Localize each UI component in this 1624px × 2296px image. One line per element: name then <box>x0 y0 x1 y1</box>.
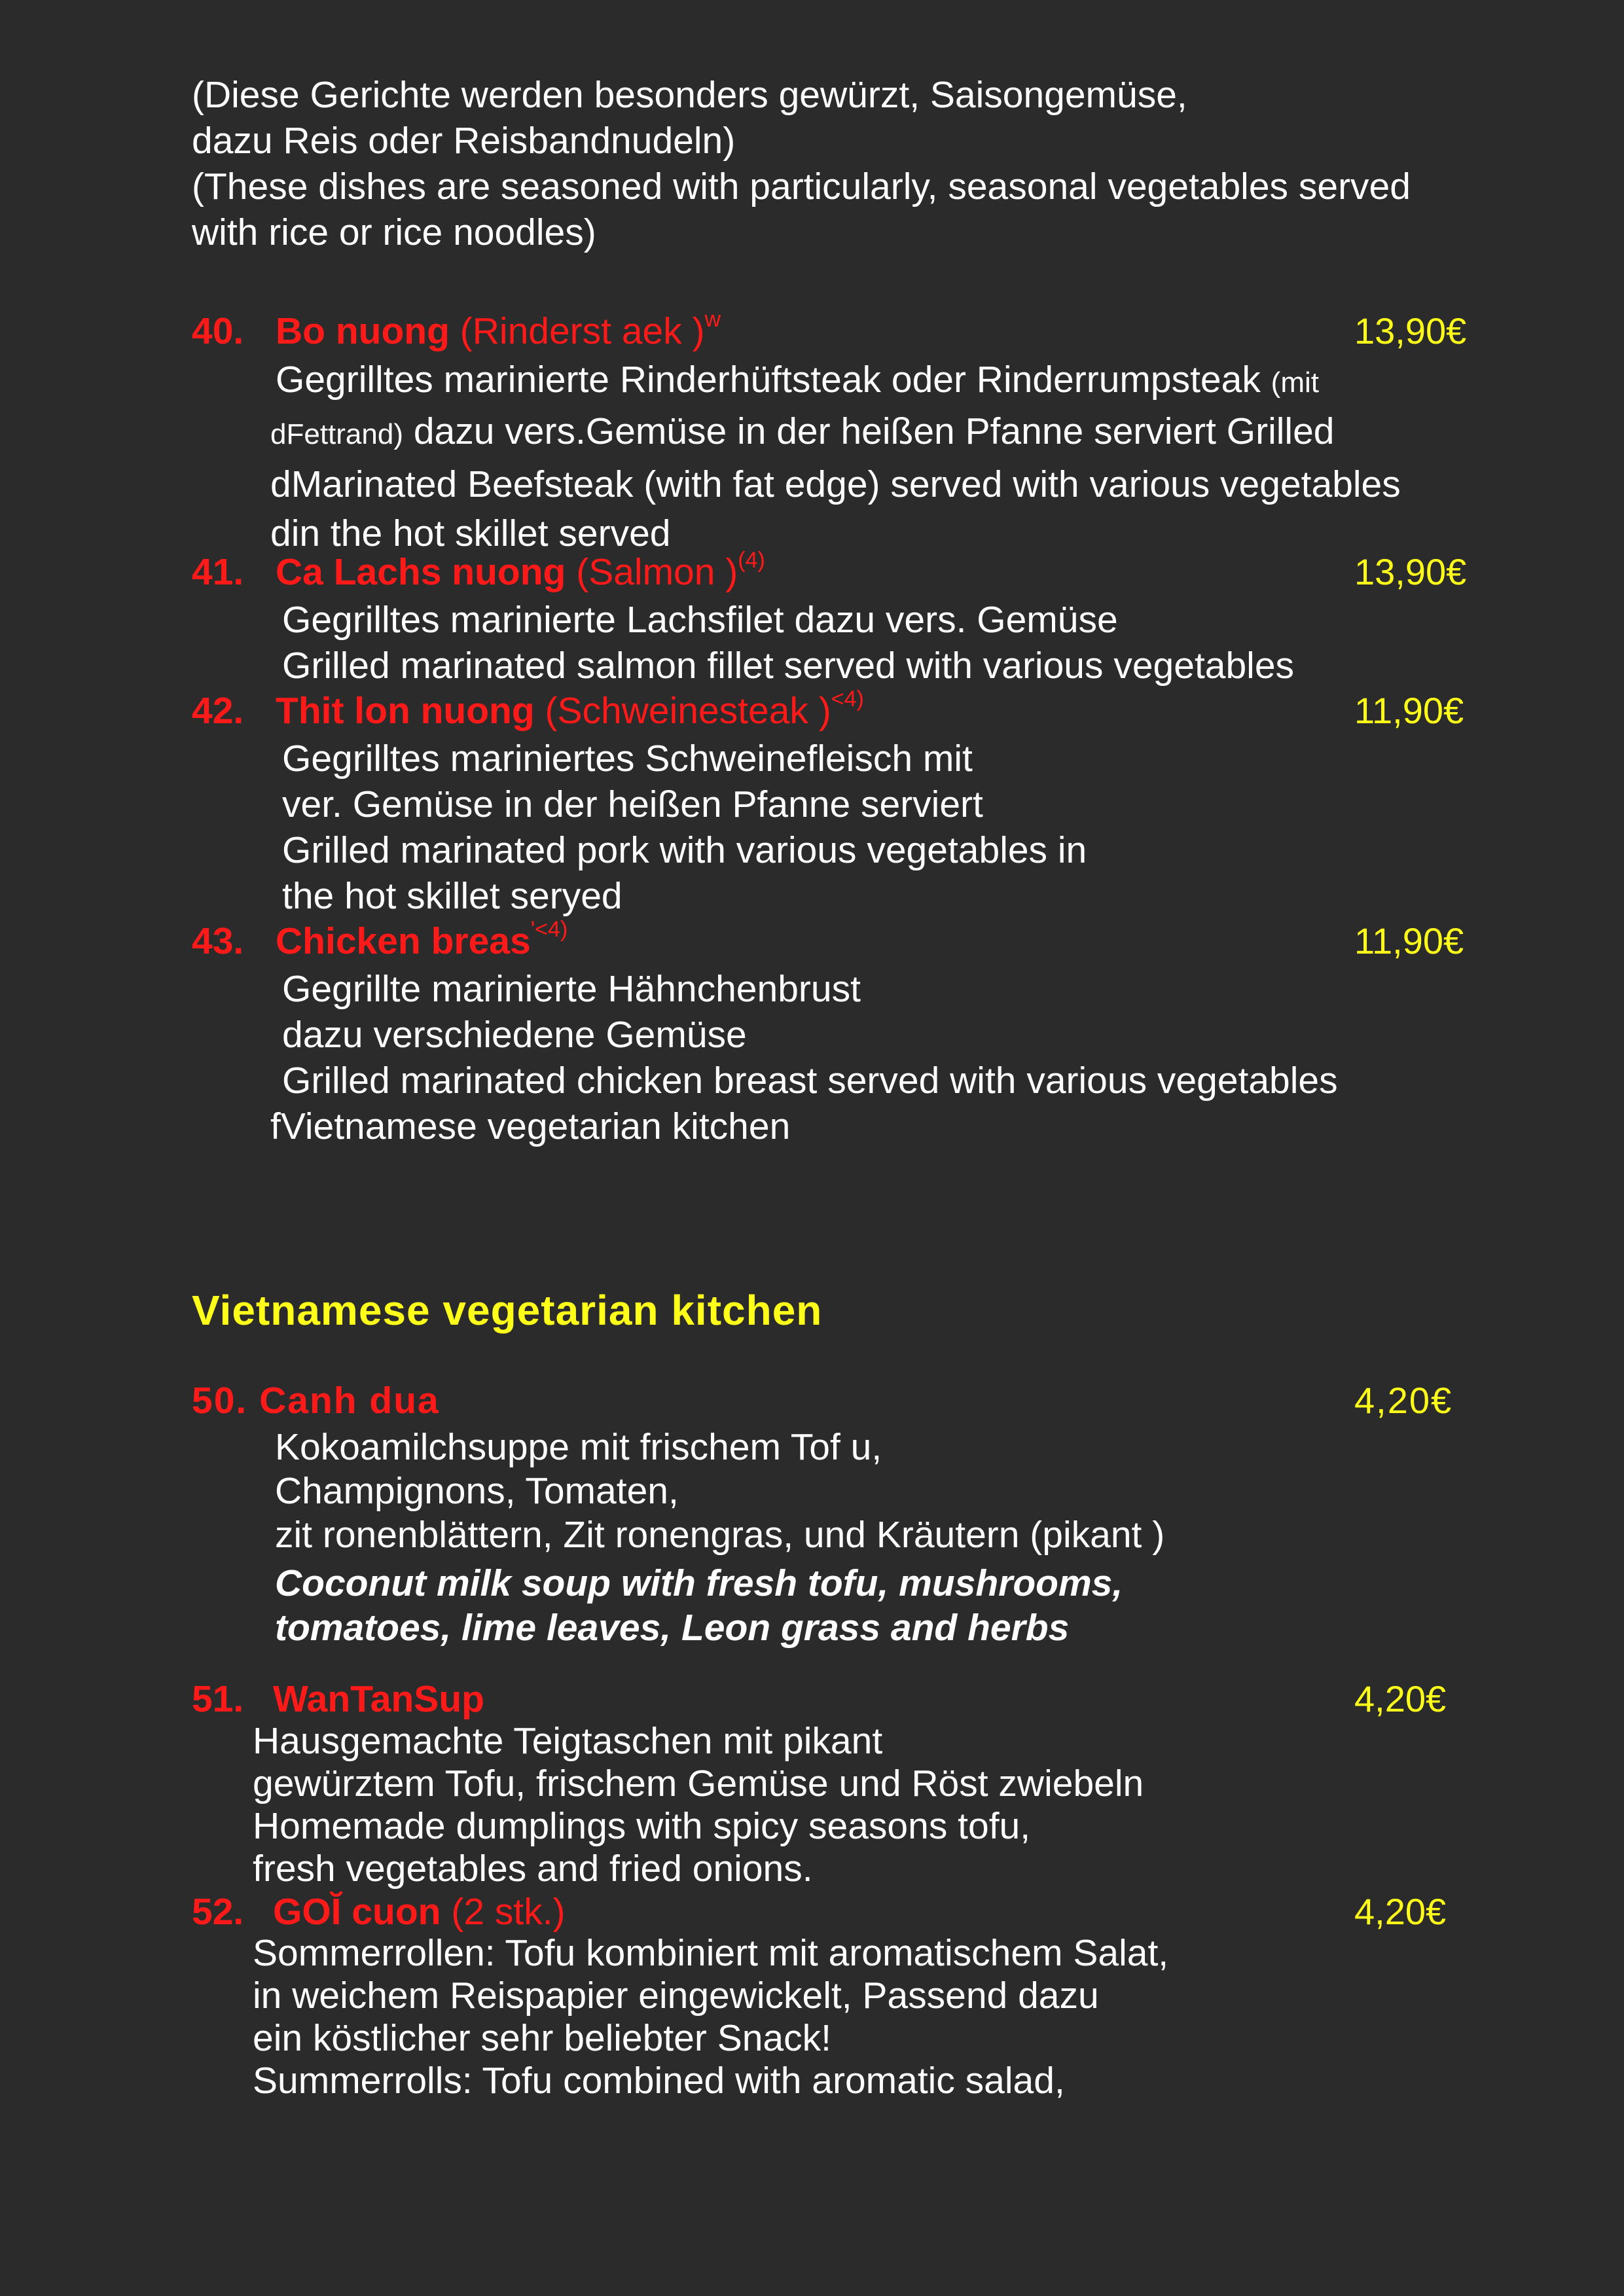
item-name: Thit lon nuong <box>276 690 535 732</box>
item-description <box>192 736 1475 919</box>
item-description <box>192 1426 1475 1650</box>
desc-line: Gegrilltes marinierte Lachsfilet dazu vers. Gemüse <box>282 599 1118 641</box>
desc-line: Gegrilltes marinierte Rinderhüftsteak oder Rinderrumpsteak <box>276 359 1261 401</box>
item-header <box>192 1376 1475 1426</box>
desc-line: Kokoamilchsuppe mit frischem Tof u, <box>275 1426 882 1468</box>
menu-item-50 <box>192 1376 1475 1650</box>
item-number: 41. <box>192 551 244 593</box>
intro-line: dazu Reis oder Reisbandnudeln) <box>192 120 736 162</box>
item-number: 40. <box>192 310 244 352</box>
intro-line: (Diese Gerichte werden besonders gewürzt, Saisongemüse, <box>192 74 1187 116</box>
desc-line-en: Coconut milk soup with fresh tofu, mushrooms, <box>275 1562 1123 1604</box>
desc-line: dMarinated Beefsteak (with fat edge) served with various vegetables <box>270 463 1401 505</box>
item-number: 42. <box>192 690 244 732</box>
item-number: 50. <box>192 1380 260 1422</box>
desc-small: (mit <box>1271 367 1319 399</box>
item-header <box>192 306 1475 356</box>
item-price: 11,90€ <box>1354 920 1464 961</box>
allergen-mark: w <box>704 307 721 332</box>
item-number: 51. <box>192 1678 244 1720</box>
item-price: 11,90€ <box>1354 690 1464 731</box>
item-header <box>192 547 1475 597</box>
item-name: Chicken breas <box>276 920 531 962</box>
intro-text <box>192 72 1501 255</box>
menu-item-41 <box>192 547 1475 689</box>
desc-line: the hot skillet seryed <box>282 875 623 917</box>
item-header <box>192 686 1475 736</box>
item-name: Canh dua <box>259 1380 440 1422</box>
item-name: Ca Lachs nuong <box>276 551 566 593</box>
section-title: Vietnamese vegetarian kitchen <box>192 1287 823 1334</box>
item-subtitle: (Rinderst aek ) <box>449 310 705 352</box>
desc-line: dazu vers.Gemüse in der heißen Pfanne serviert Grilled <box>403 410 1335 452</box>
menu-item-51 <box>192 1674 1475 1890</box>
desc-line: Sommerrollen: Tofu kombiniert mit aromatischem Salat, <box>253 1932 1169 1974</box>
intro-line: with rice or rice noodles) <box>192 211 596 253</box>
item-subtitle: (Salmon ) <box>566 551 738 593</box>
item-name: Bo nuong <box>276 310 450 352</box>
item-price: 13,90€ <box>1354 310 1467 351</box>
item-price: 13,90€ <box>1354 551 1467 592</box>
desc-line: fresh vegetables and fried onions. <box>253 1848 813 1890</box>
item-name: GOĬ cuon <box>273 1891 441 1933</box>
desc-line: Grilled marinated salmon fillet served with various vegetables <box>282 645 1295 687</box>
desc-small: dFettrand) <box>270 418 403 450</box>
desc-line: fVietnamese vegetarian kitchen <box>270 1105 791 1147</box>
item-subtitle: (2 stk.) <box>441 1891 566 1933</box>
item-price: 4,20€ <box>1354 1891 1447 1932</box>
item-number: 43. <box>192 920 244 962</box>
menu-item-43 <box>192 916 1475 1149</box>
desc-line: ver. Gemüse in der heißen Pfanne serviert <box>282 783 983 825</box>
item-header <box>192 916 1475 966</box>
desc-line: gewürztem Tofu, frischem Gemüse und Röst zwiebeln <box>253 1763 1144 1804</box>
desc-line: ein köstlicher sehr beliebter Snack! <box>253 2017 831 2059</box>
item-description <box>192 1932 1475 2102</box>
desc-line: dazu verschiedene Gemüse <box>282 1014 747 1056</box>
item-header <box>192 1889 1475 1932</box>
allergen-mark: (4) <box>738 548 765 573</box>
menu-item-40 <box>192 306 1475 558</box>
intro-line: (These dishes are seasoned with particularly, seasonal vegetables served <box>192 166 1411 207</box>
item-description <box>192 1720 1475 1890</box>
desc-line: Gegrilltes mariniertes Schweinefleisch mit <box>282 738 973 780</box>
desc-line: zit ronenblättern, Zit ronengras, und Kräutern (pikant ) <box>275 1514 1165 1556</box>
desc-line: Grilled marinated pork with various vegetables in <box>282 829 1087 871</box>
allergen-mark: '<4) <box>530 917 568 942</box>
item-number: 52. <box>192 1891 244 1933</box>
item-description <box>192 966 1475 1149</box>
desc-line: Gegrillte marinierte Hähnchenbrust <box>282 968 861 1010</box>
desc-line: in weichem Reispapier eingewickelt, Passend dazu <box>253 1975 1099 2017</box>
item-header <box>192 1674 1475 1720</box>
menu-item-42 <box>192 686 1475 919</box>
desc-line: Hausgemachte Teigtaschen mit pikant <box>253 1720 883 1762</box>
desc-line: din the hot skillet served <box>270 512 671 554</box>
item-subtitle: (Schweinesteak ) <box>534 690 831 732</box>
desc-line: Summerrolls: Tofu combined with aromatic salad, <box>253 2060 1065 2102</box>
desc-line: Homemade dumplings with spicy seasons tofu, <box>253 1805 1031 1847</box>
desc-line-en: tomatoes, lime leaves, Leon grass and herbs <box>275 1607 1070 1649</box>
desc-line: Grilled marinated chicken breast served with various vegetables <box>282 1060 1338 1102</box>
item-description <box>192 597 1475 689</box>
item-description <box>192 356 1475 558</box>
item-name: WanTanSup <box>273 1678 484 1720</box>
item-price: 4,20€ <box>1354 1380 1453 1421</box>
allergen-mark: <4) <box>831 687 864 711</box>
desc-line: Champignons, Tomaten, <box>275 1470 679 1512</box>
menu-item-52 <box>192 1889 1475 2102</box>
item-price: 4,20€ <box>1354 1678 1447 1719</box>
